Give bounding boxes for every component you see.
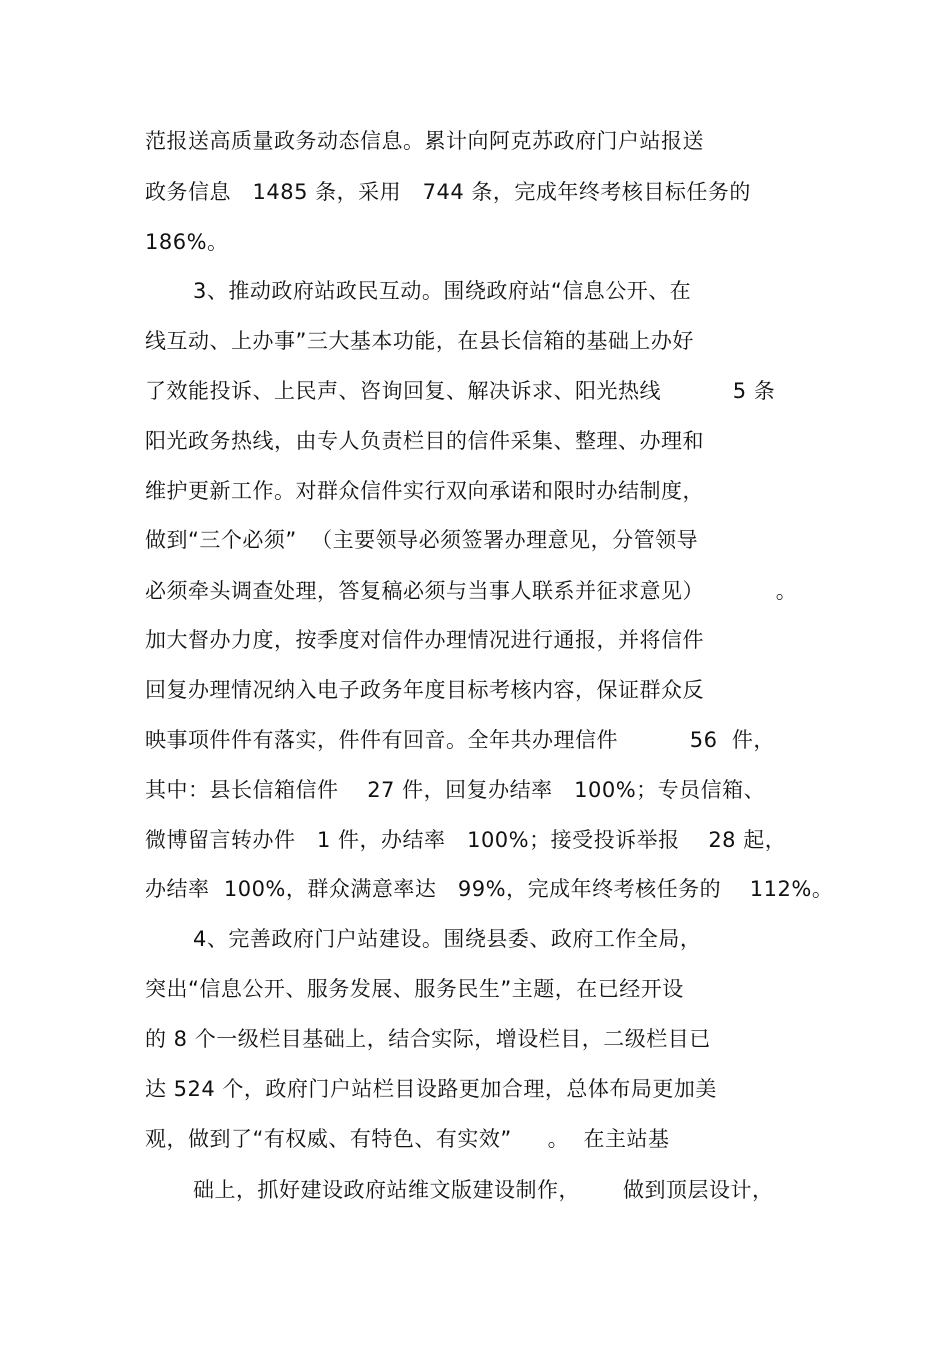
paragraph-line: 的 8 个一级栏目基础上，结合实际，增设栏目，二级栏目已 [145, 1027, 711, 1051]
paragraph-line: 线互动、上办事”三大基本功能，在县长信箱的基础上办好 [145, 329, 694, 353]
paragraph-line: 必须牵头调查处理，答复稿必须与当事人联系并征求意见） 。 [145, 579, 798, 603]
paragraph-line: 观，做到了“有权威、有特色、有实效” 。 在主站基 [145, 1127, 670, 1151]
paragraph-line: 达 524 个，政府门户站栏目设路更加合理，总体布局更加美 [145, 1077, 717, 1101]
paragraph-line: 做到“三个必须” （主要领导必须签署办理意见，分管领导 [145, 528, 699, 552]
paragraph-line: 阳光政务热线，由专人负责栏目的信件采集、整理、办理和 [145, 429, 704, 453]
paragraph-line: 其中：县长信箱信件 27 件，回复办结率 100%；专员信箱、 [145, 778, 766, 802]
paragraph-line: 微博留言转办件 1 件，办结率 100%；接受投诉举报 28 起， [145, 828, 787, 852]
paragraph-line: 回复办理情况纳入电子政务年度目标考核内容，保证群众反 [145, 678, 704, 702]
paragraph-line: 映事项件件有落实，件件有回音。全年共办理信件 56 件， [145, 728, 775, 752]
paragraph-line: 186%。 [145, 230, 229, 254]
paragraph-line: 维护更新工作。对群众信件实行双向承诺和限时办结制度， [145, 479, 704, 503]
paragraph-line: 3、推动政府站政民互动。围绕政府站“信息公开、在 [193, 279, 692, 303]
paragraph-line: 础上，抓好建设政府站维文版建设制作， 做到顶层设计， [193, 1178, 774, 1202]
paragraph-line: 了效能投诉、上民声、咨询回复、解决诉求、阳光热线 5 条 [145, 379, 776, 403]
paragraph-line: 范报送高质量政务动态信息。累计向阿克苏政府门户站报送 [145, 129, 704, 153]
paragraph-line: 4、完善政府门户站建设。围绕县委、政府工作全局， [193, 927, 702, 951]
paragraph-line: 突出“信息公开、服务发展、服务民生”主题，在已经开设 [145, 977, 684, 1001]
paragraph-line: 政务信息 1485 条，采用 744 条，完成年终考核目标任务的 [145, 180, 751, 204]
paragraph-line: 加大督办力度，按季度对信件办理情况进行通报，并将信件 [145, 628, 704, 652]
paragraph-line: 办结率 100%，群众满意率达 99%，完成年终考核任务的 112%。 [145, 877, 834, 901]
